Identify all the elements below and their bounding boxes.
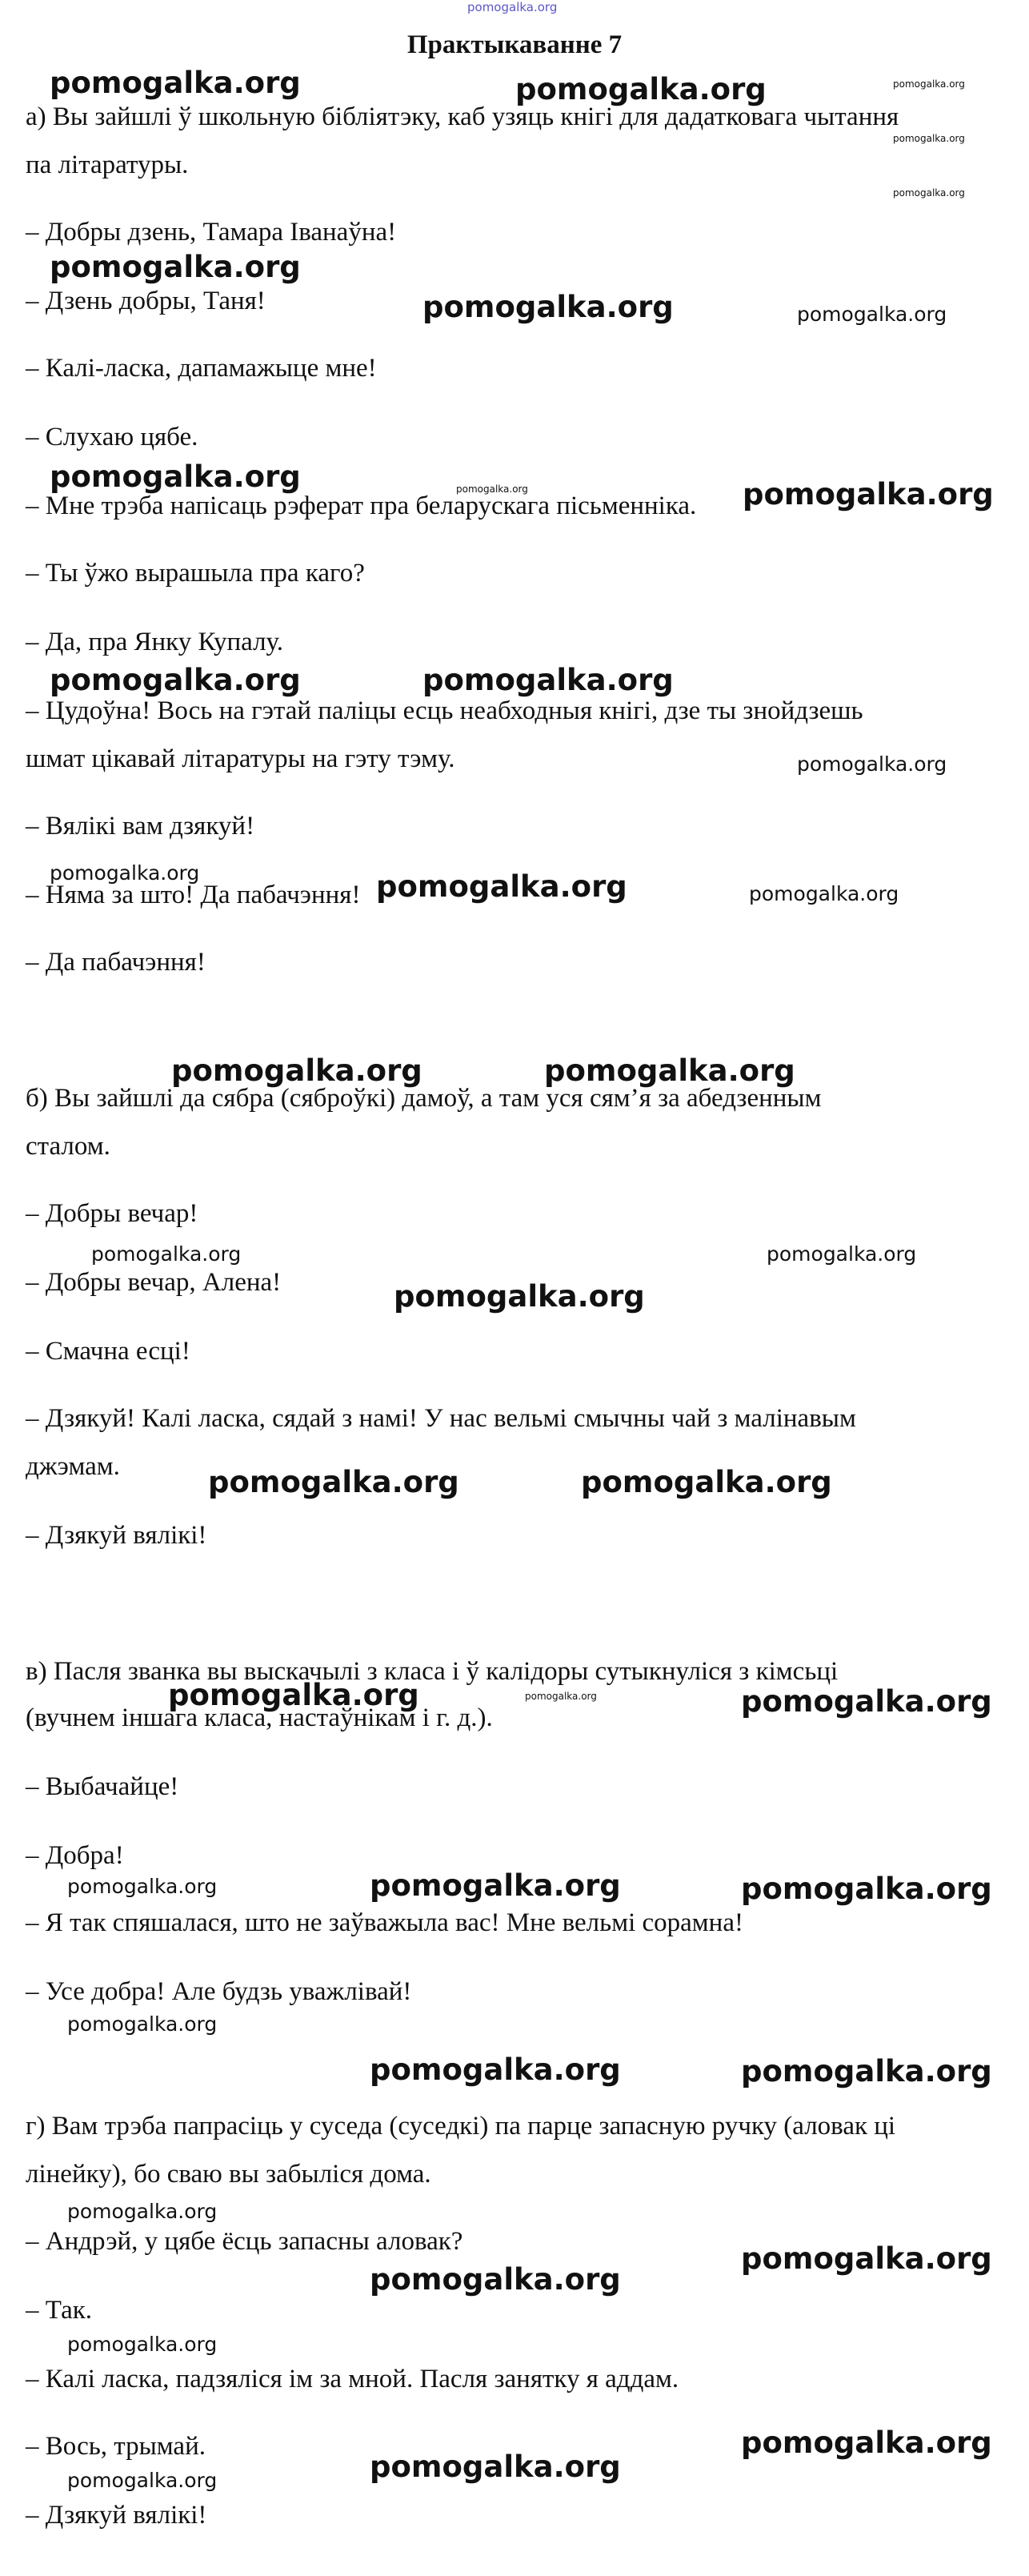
section-d-intro-1: г) Вам трэба папрасіць у суседа (суседкі) па парце запасную ручку (аловак ці bbox=[26, 2112, 896, 2141]
dialogue-line: – Калі-ласка, дапамажыце мне! bbox=[26, 354, 377, 383]
site-watermark-top: pomogalka.org bbox=[467, 0, 558, 14]
dialogue-line: – Добры вечар, Алена! bbox=[26, 1268, 282, 1297]
dialogue-line: – Слухаю цябе. bbox=[26, 423, 198, 451]
section-c-intro-2: (вучнем іншага класа, настаўнікам і г. д.). bbox=[26, 1703, 493, 1732]
watermark: pomogalka.org bbox=[422, 663, 674, 697]
dialogue-line: – Усе добра! Але будзь уважлівай! bbox=[26, 1977, 412, 2006]
watermark: pomogalka.org bbox=[797, 752, 947, 776]
watermark: pomogalka.org bbox=[456, 484, 528, 495]
watermark: pomogalka.org bbox=[741, 2241, 992, 2276]
dialogue-line: – Мне трэба напісаць рэферат пра беларускага пісьменніка. bbox=[26, 492, 697, 520]
watermark: pomogalka.org bbox=[743, 477, 994, 512]
dialogue-line: шмат цікавай літаратуры на гэту тэму. bbox=[26, 744, 455, 773]
dialogue-line: – Калі ласка, падзяліся ім за мной. Пасля занятку я аддам. bbox=[26, 2365, 679, 2393]
watermark: pomogalka.org bbox=[67, 2012, 218, 2036]
watermark: pomogalka.org bbox=[893, 133, 965, 144]
watermark: pomogalka.org bbox=[208, 1465, 459, 1499]
watermark: pomogalka.org bbox=[67, 2469, 218, 2492]
watermark: pomogalka.org bbox=[67, 2333, 218, 2356]
watermark: pomogalka.org bbox=[168, 1678, 419, 1712]
watermark: pomogalka.org bbox=[394, 1279, 645, 1314]
watermark: pomogalka.org bbox=[741, 2426, 992, 2460]
watermark: pomogalka.org bbox=[370, 2262, 621, 2297]
dialogue-line: – Дзень добры, Таня! bbox=[26, 287, 266, 315]
watermark: pomogalka.org bbox=[797, 303, 947, 326]
watermark: pomogalka.org bbox=[171, 1053, 422, 1088]
watermark: pomogalka.org bbox=[50, 459, 301, 494]
watermark: pomogalka.org bbox=[741, 1684, 992, 1719]
dialogue-line: – Дзякуй! Калі ласка, сядай з намі! У нас вельмі смычны чай з малінавым bbox=[26, 1404, 856, 1433]
section-a-intro-1: а) Вы зайшлі ў школьную бібліятэку, каб узяць кнігі для дадатковага чытання bbox=[26, 102, 899, 131]
watermark: pomogalka.org bbox=[741, 1872, 992, 1906]
section-d-intro-2: лінейку), бо сваю вы забыліся дома. bbox=[26, 2160, 431, 2189]
watermark: pomogalka.org bbox=[893, 78, 965, 90]
watermark: pomogalka.org bbox=[544, 1053, 795, 1088]
dialogue-line: – Так. bbox=[26, 2296, 93, 2325]
dialogue-line: – Да, пра Янку Купалу. bbox=[26, 628, 283, 656]
dialogue-line: – Ты ўжо вырашыла пра каго? bbox=[26, 559, 365, 588]
dialogue-line: – Добры дзень, Тамара Іванаўна! bbox=[26, 218, 397, 247]
dialogue-line: – Андрэй, у цябе ёсць запасны аловак? bbox=[26, 2227, 463, 2256]
watermark: pomogalka.org bbox=[422, 290, 674, 324]
section-b-intro-1: б) Вы зайшлі да сябра (сяброўкі) дамоў, а там уся сям’я за абедзенным bbox=[26, 1084, 822, 1113]
watermark: pomogalka.org bbox=[581, 1465, 832, 1499]
watermark: pomogalka.org bbox=[50, 861, 200, 885]
dialogue-line: – Добра! bbox=[26, 1841, 124, 1870]
dialogue-line: – Дзякуй вялікі! bbox=[26, 2501, 207, 2530]
watermark: pomogalka.org bbox=[741, 2054, 992, 2088]
dialogue-line: джэмам. bbox=[26, 1452, 120, 1481]
watermark: pomogalka.org bbox=[767, 1242, 917, 1266]
watermark: pomogalka.org bbox=[370, 1868, 621, 1903]
section-c-intro-1: в) Пасля званка вы выскачылі з класа і ў калідоры сутыкнуліся з кімсьці bbox=[26, 1657, 839, 1686]
section-a-intro-2: па літаратуры. bbox=[26, 150, 189, 179]
dialogue-line: – Дзякуй вялікі! bbox=[26, 1521, 207, 1550]
watermark: pomogalka.org bbox=[515, 72, 767, 106]
page-title: Практыкаванне 7 bbox=[406, 30, 623, 59]
watermark: pomogalka.org bbox=[525, 1691, 597, 1702]
dialogue-line: – Цудоўна! Вось на гэтай паліцы есць неабходныя кнігі, дзе ты знойдзешь bbox=[26, 696, 863, 725]
watermark: pomogalka.org bbox=[893, 187, 965, 199]
section-b-intro-2: сталом. bbox=[26, 1132, 110, 1161]
dialogue-line: – Выбачайце! bbox=[26, 1772, 179, 1801]
watermark: pomogalka.org bbox=[370, 2052, 621, 2087]
watermark: pomogalka.org bbox=[749, 882, 899, 905]
watermark: pomogalka.org bbox=[50, 663, 301, 697]
watermark: pomogalka.org bbox=[50, 250, 301, 284]
watermark: pomogalka.org bbox=[376, 869, 627, 904]
dialogue-line: – Добры вечар! bbox=[26, 1199, 198, 1228]
dialogue-line: – Я так спяшалася, што не заўважыла вас! Мне вельмі сорамна! bbox=[26, 1908, 743, 1937]
watermark: pomogalka.org bbox=[67, 2200, 218, 2223]
dialogue-line: – Да пабачэння! bbox=[26, 948, 206, 977]
dialogue-line: – Вось, трымай. bbox=[26, 2432, 206, 2461]
watermark: pomogalka.org bbox=[67, 1875, 218, 1898]
watermark: pomogalka.org bbox=[91, 1242, 242, 1266]
dialogue-line: – Смачна есці! bbox=[26, 1337, 190, 1366]
watermark: pomogalka.org bbox=[50, 66, 301, 100]
dialogue-line: – Вялікі вам дзякуй! bbox=[26, 812, 255, 841]
dialogue-line: – Няма за што! Да пабачэння! bbox=[26, 881, 361, 909]
watermark: pomogalka.org bbox=[370, 2450, 621, 2484]
